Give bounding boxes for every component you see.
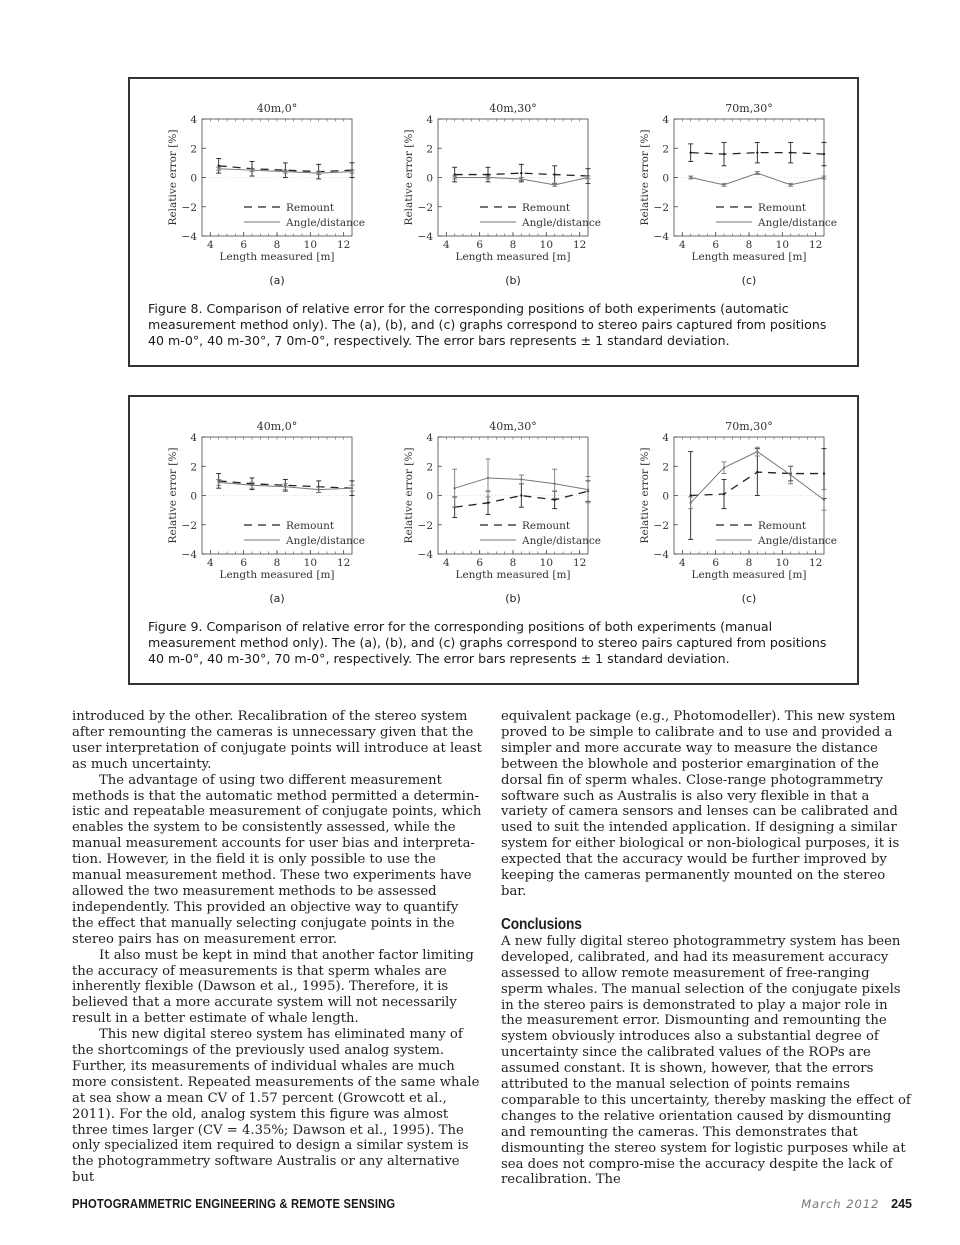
figure-9 — [128, 395, 859, 685]
data-point — [723, 493, 725, 495]
data-point — [520, 178, 522, 180]
y-axis-label: Relative error [%] — [167, 447, 179, 544]
data-point — [689, 151, 691, 153]
chart-fig8a — [167, 102, 365, 287]
y-tick-label: −2 — [653, 519, 669, 532]
x-tick-label: 6 — [712, 239, 720, 251]
legend-entry: Angle/distance — [522, 535, 601, 547]
data-point — [553, 499, 555, 501]
y-tick-label: −2 — [653, 201, 669, 214]
x-tick-label: 4 — [206, 557, 214, 569]
data-point — [723, 153, 725, 155]
paragraph: This new digital stereo system has eliminated many of the shortcomings of the previously used analog system. Further, its measurements of individual whales are much more consistent. Repeated measurements of the same whale at sea show a mean CV of 1.57 percent (Growcott et al., 2011). For the old, analog system this figure was almost three times larger (CV = 4.35%; Dawson et al., 1995). The only specialized item required to design a similar system is the photogrammetry software Australis or any alternative but — [72, 1027, 480, 1186]
legend-entry: Angle/distance — [286, 535, 365, 547]
chart-title: 70m,30° — [725, 102, 773, 115]
data-point — [217, 481, 219, 483]
y-axis-label: Relative error [%] — [403, 129, 415, 226]
y-tick-label: 4 — [190, 432, 197, 444]
x-tick-label: 12 — [572, 239, 587, 251]
legend-entry: Remount — [286, 520, 335, 532]
data-point — [689, 502, 691, 504]
panel-label: (c) — [741, 274, 757, 287]
data-point — [351, 487, 353, 489]
y-tick-label: 2 — [190, 461, 197, 474]
y-tick-label: 2 — [662, 461, 669, 474]
section-heading: Conclusions — [501, 915, 582, 933]
y-tick-label: 0 — [426, 490, 433, 503]
data-point — [487, 477, 489, 479]
figure-8-caption: Figure 8. Comparison of relative error for the corresponding positions of both experiments (automatic measurement method only). The (a), (b), and (c) graphs correspond to stereo pairs captured from positions 40 m-0°, 40 m-30°, 7 0m-0°, respectively. The error bars represents ± 1 standard deviation. — [148, 301, 827, 348]
x-tick-label: 10 — [303, 239, 318, 251]
x-tick-label: 8 — [509, 557, 517, 569]
y-tick-label: 0 — [190, 172, 197, 185]
data-point — [823, 153, 825, 155]
x-tick-label: 6 — [240, 557, 248, 569]
x-axis-label: Length measured [m] — [219, 569, 335, 581]
data-point — [487, 173, 489, 175]
y-tick-label: −2 — [417, 201, 433, 214]
y-tick-label: 2 — [662, 143, 669, 156]
data-point — [351, 170, 353, 172]
chart-fig8c — [639, 102, 837, 287]
paragraph: A new fully digital stereo photogrammetry system has been developed, calibrated, and had its measurement accuracy assessed to allow remote measurement of free-ranging sperm whales. The manual selection of the conjugate pixels in the stereo pairs is demonstrated to play a major role in the measurement error. Dismounting and remounting the system obviously introduces also a substantial degree of uncertainty since the calibrated values of the ROPs are assumed constant. It is shown, however, that the errors attributed to the manual selection of points remains comparable to this uncertainty, thereby masking the effect of changes to the relative orientation caused by dismounting and remounting the cameras. This demonstrates that dismounting the stereo system for logistic purposes while at sea does not compro-mise the accuracy despite the lack of recalibration. The — [501, 933, 911, 1188]
legend-entry: Remount — [522, 202, 571, 214]
data-point — [284, 486, 286, 488]
x-tick-label: 4 — [442, 239, 450, 251]
paragraph: It also must be kept in mind that another factor limiting the accuracy of measurements is that sperm whales are inherently flexible (Dawson et al., 1995). Therefore, it is believed that a more accurate system will not necessarily result in a better estimate of whale length. — [72, 947, 474, 1027]
data-point — [587, 176, 589, 178]
panel-label: (b) — [505, 274, 521, 287]
paragraph: The advantage of using two different measurement methods is that the automatic method permitted a determin-istic and repeatable measurement of conjugate points, which enables the system to be consistently assessed, while the manual measurement accounts for user bias and interpreta-tion. However, in the field it is only possible to use the manual measurement method. These two experiments have allowed the two measurement methods to be assessed independently. This provided an objective way to quantify the effect that manually selecting conjugate points in the stereo pairs has on measurement error. — [72, 772, 482, 947]
x-tick-label: 10 — [303, 557, 318, 569]
data-point — [823, 176, 825, 178]
chart-title: 40m,0° — [256, 420, 298, 433]
y-tick-label: 2 — [426, 143, 433, 156]
data-point — [553, 483, 555, 485]
legend-entry: Remount — [758, 520, 807, 532]
data-point — [520, 478, 522, 480]
data-point — [789, 184, 791, 186]
data-point — [723, 467, 725, 469]
x-axis-label: Length measured [m] — [691, 569, 807, 581]
chart-fig9c — [639, 420, 837, 605]
legend-entry: Angle/distance — [758, 217, 837, 229]
y-tick-label: 0 — [426, 172, 433, 185]
figure-8 — [128, 77, 859, 367]
x-tick-label: 12 — [572, 557, 587, 569]
x-tick-label: 12 — [808, 239, 823, 251]
x-tick-label: 12 — [336, 557, 351, 569]
data-point — [453, 173, 455, 175]
panel-label: (c) — [741, 592, 757, 605]
data-point — [789, 474, 791, 476]
data-point — [756, 450, 758, 452]
legend-entry: Angle/distance — [522, 217, 601, 229]
x-tick-label: 10 — [539, 239, 554, 251]
y-tick-label: −4 — [653, 231, 669, 243]
page-footer — [801, 1197, 912, 1211]
paragraph: introduced by the other. Recalibration of the stereo system after remounting the cameras is unnecessary given that the user interpretation of conjugate points will introduce at least as much uncertainty. — [72, 709, 482, 772]
x-tick-label: 8 — [509, 239, 517, 251]
y-axis-label: Relative error [%] — [639, 129, 651, 226]
data-point — [553, 184, 555, 186]
data-point — [553, 173, 555, 175]
x-tick-label: 8 — [273, 557, 281, 569]
x-tick-label: 10 — [775, 557, 790, 569]
y-tick-label: 0 — [662, 490, 669, 503]
legend-entry: Remount — [758, 202, 807, 214]
data-point — [487, 502, 489, 504]
data-point — [689, 494, 691, 496]
panel-label: (a) — [269, 592, 285, 605]
x-tick-label: 12 — [808, 557, 823, 569]
figure-9-caption: Figure 9. Comparison of relative error for the corresponding positions of both experiments (manual measurement method only). The (a), (b), and (c) graphs correspond to stereo pairs captured from positions 40 m-0°, 40 m-30°, 70 m-0°, respectively. The error bars represents ± 1 standard deviation. — [148, 619, 827, 666]
y-tick-label: −4 — [417, 549, 433, 561]
panel-label: (b) — [505, 592, 521, 605]
data-point — [217, 168, 219, 170]
data-point — [487, 176, 489, 178]
data-point — [251, 484, 253, 486]
legend-entry: Remount — [522, 520, 571, 532]
data-point — [453, 487, 455, 489]
data-point — [317, 488, 319, 490]
x-axis-label: Length measured [m] — [691, 251, 807, 263]
issue-date: March 2012 — [801, 1197, 880, 1211]
y-tick-label: 0 — [190, 490, 197, 503]
paragraph: equivalent package (e.g., Photomodeller). This new system proved to be simple to calibrate and to use and provided a simpler and more accurate way to measure the distance between the blowhole and posterior emargination of the dorsal fin of sperm whales. Close-range photogrammetry software such as Australis is also very flexible in that a variety of camera sensors and lenses can be calibrated and used to suit the intended application. If designing a similar system for either biological or non-biological purposes, it is expected that the accuracy would be further improved by keeping the cameras permanently mounted on the stereo bar. — [501, 709, 900, 899]
body-column-right — [501, 709, 913, 1188]
y-axis-label: Relative error [%] — [639, 447, 651, 544]
chart-fig9b — [403, 420, 601, 605]
y-tick-label: 0 — [662, 172, 669, 185]
chart-title: 70m,30° — [725, 420, 773, 433]
chart-title: 40m,30° — [489, 102, 537, 115]
data-point — [756, 151, 758, 153]
y-tick-label: −4 — [181, 231, 197, 243]
data-point — [587, 488, 589, 490]
x-tick-label: 4 — [678, 557, 686, 569]
x-axis-label: Length measured [m] — [219, 251, 335, 263]
x-tick-label: 6 — [476, 239, 484, 251]
x-tick-label: 4 — [678, 239, 686, 251]
x-tick-label: 4 — [442, 557, 450, 569]
data-point — [217, 165, 219, 167]
data-point — [756, 172, 758, 174]
y-tick-label: 4 — [662, 432, 669, 444]
legend-entry: Remount — [286, 202, 335, 214]
x-tick-label: 8 — [745, 557, 753, 569]
panel-label: (a) — [269, 274, 285, 287]
x-tick-label: 6 — [240, 239, 248, 251]
legend-entry: Angle/distance — [286, 217, 365, 229]
data-point — [284, 170, 286, 172]
y-tick-label: 2 — [426, 461, 433, 474]
figure-9-charts — [130, 397, 857, 617]
data-point — [453, 176, 455, 178]
data-point — [520, 172, 522, 174]
x-axis-label: Length measured [m] — [455, 251, 571, 263]
x-tick-label: 10 — [539, 557, 554, 569]
y-tick-label: 4 — [190, 114, 197, 126]
x-tick-label: 4 — [206, 239, 214, 251]
data-point — [823, 499, 825, 501]
x-tick-label: 6 — [476, 557, 484, 569]
data-point — [520, 494, 522, 496]
data-point — [756, 471, 758, 473]
chart-fig9a — [167, 420, 365, 605]
x-tick-label: 10 — [775, 239, 790, 251]
data-point — [251, 169, 253, 171]
x-tick-label: 12 — [336, 239, 351, 251]
chart-fig8b — [403, 102, 601, 287]
figure-8-charts — [130, 79, 857, 299]
y-axis-label: Relative error [%] — [167, 129, 179, 226]
y-axis-label: Relative error [%] — [403, 447, 415, 544]
journal-name: PHOTOGRAMMETRIC ENGINEERING & REMOTE SENSING — [72, 1197, 396, 1211]
data-point — [789, 151, 791, 153]
y-tick-label: 2 — [190, 143, 197, 156]
chart-title: 40m,30° — [489, 420, 537, 433]
x-tick-label: 6 — [712, 557, 720, 569]
y-tick-label: −4 — [181, 549, 197, 561]
legend-entry: Angle/distance — [758, 535, 837, 547]
page-number: 245 — [891, 1197, 912, 1211]
y-tick-label: −2 — [417, 519, 433, 532]
data-point — [317, 172, 319, 174]
data-point — [823, 472, 825, 474]
body-column-left — [72, 709, 484, 1186]
x-tick-label: 8 — [273, 239, 281, 251]
x-axis-label: Length measured [m] — [455, 569, 571, 581]
y-tick-label: 4 — [426, 432, 433, 444]
data-point — [689, 176, 691, 178]
y-tick-label: 4 — [426, 114, 433, 126]
x-tick-label: 8 — [745, 239, 753, 251]
y-tick-label: −4 — [417, 231, 433, 243]
y-tick-label: −4 — [653, 549, 669, 561]
y-tick-label: −2 — [181, 201, 197, 214]
y-tick-label: 4 — [662, 114, 669, 126]
chart-title: 40m,0° — [256, 102, 298, 115]
data-point — [723, 184, 725, 186]
y-tick-label: −2 — [181, 519, 197, 532]
